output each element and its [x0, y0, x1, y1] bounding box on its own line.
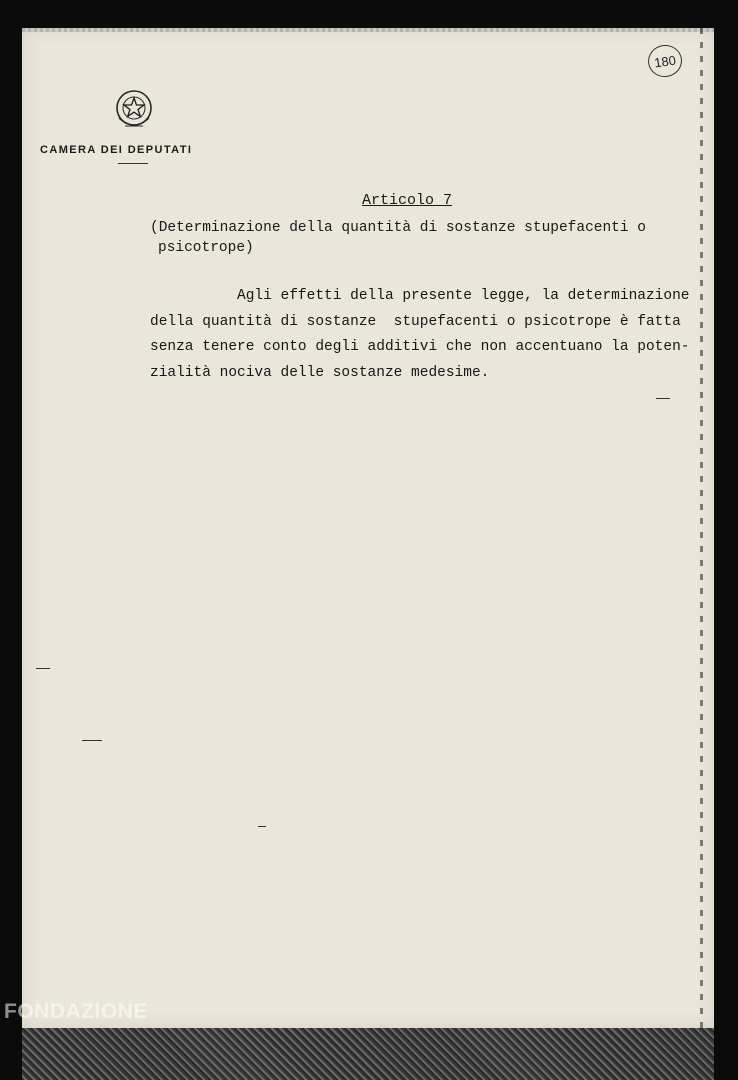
paper-top-edge	[22, 28, 714, 32]
house-name-rule	[118, 163, 148, 164]
document-page	[22, 28, 714, 1028]
article-body: Agli effetti della presente legge, la determinazione della quantità di sostanze stupefacenti o psicotrope è fatta senza tenere conto degli additivi che non accentuano la poten- zialità nociva delle sostanze medesime.	[150, 288, 690, 381]
page-number: 180	[646, 43, 684, 79]
article-title: Articolo 7	[362, 192, 453, 209]
scan-speck	[656, 398, 670, 399]
paper-right-edge	[700, 28, 703, 1028]
scan-speck	[36, 668, 50, 669]
article-subtitle-line-1: (Determinazione della quantità di sostanze stupefacenti o	[150, 220, 646, 236]
article-subtitle-line-2: psicotrope)	[158, 240, 254, 256]
scan-speck	[258, 826, 266, 827]
italian-republic-emblem-icon	[113, 88, 155, 134]
article-subtitle	[150, 218, 670, 258]
watermark: FONDAZIONE	[4, 1000, 148, 1023]
scan-bottom-strip	[22, 1028, 714, 1080]
scan-speck	[82, 740, 102, 741]
house-name: CAMERA DEI DEPUTATI	[40, 144, 193, 156]
